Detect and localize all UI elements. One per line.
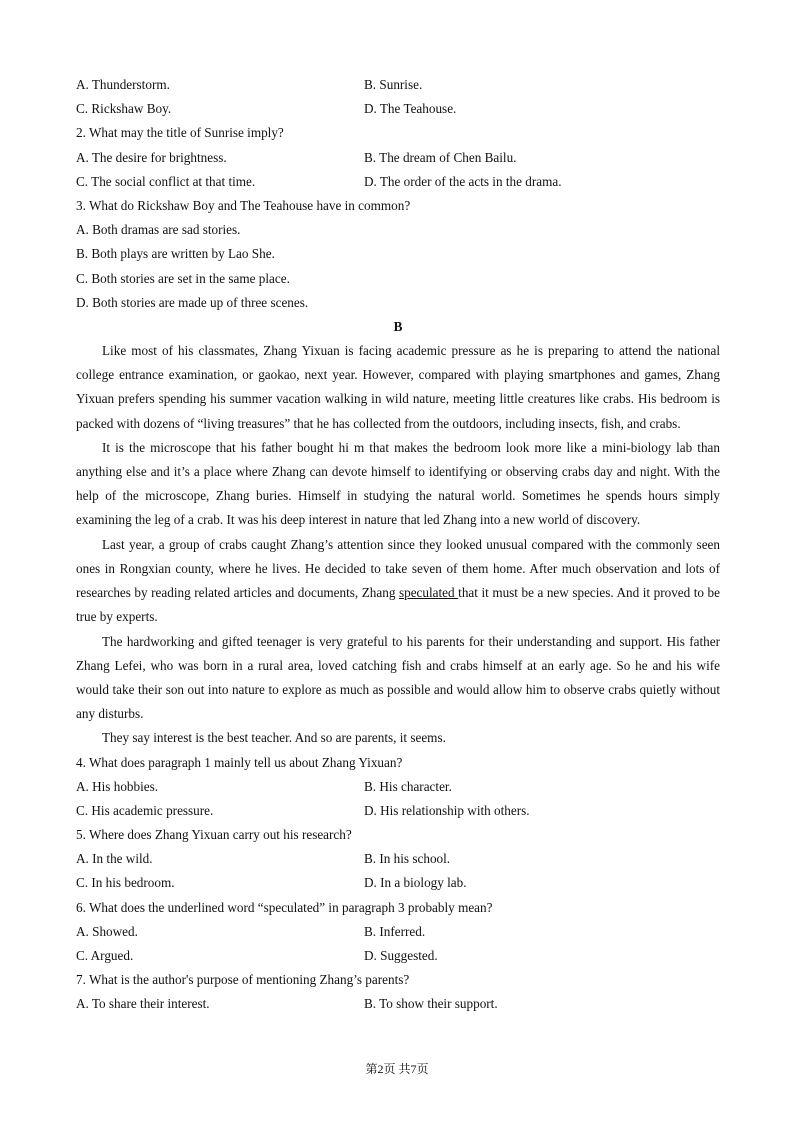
q2-stem: 2. What may the title of Sunrise imply? (76, 125, 284, 141)
q6-options-row-2 (76, 944, 720, 968)
q7-option-b: B. To show their support. (364, 996, 498, 1012)
q6-option-a: A. Showed. (76, 923, 138, 939)
q2-options-row-1 (76, 146, 720, 170)
q5-option-a: A. In the wild. (76, 851, 153, 867)
q4-option-a: A. His hobbies. (76, 778, 159, 794)
section-heading: B (393, 318, 403, 334)
passage-paragraph-1: Like most of his classmates, Zhang Yixuan is facing academic pressure as he is preparing to attend the national college entrance examination, or gaokao, next year. However, compared with playing smartphones and games, Zhang Yixuan prefers spending his summer vacation walking in wild nature, meeting little creatures like crabs. His bedroom is packed with dozens of “living treasures” that he has collected from the outdoors, including insects, fish, and crabs. (76, 343, 720, 431)
q2-option-d: D. The order of the acts in the drama. (364, 173, 562, 189)
q2-options-row-2 (76, 170, 720, 194)
q6-stem: 6. What does the underlined word “speculated” in paragraph 3 probably mean? (76, 899, 493, 915)
q5-option-d: D. In a biology lab. (364, 875, 467, 891)
paragraph-3-text-end: that it must be a new species. And it proved to be true by experts. (76, 585, 720, 625)
q1-options-row-2 (76, 97, 720, 121)
q1-option-c: C. Rickshaw Boy. (76, 101, 172, 117)
q7-option-a: A. To share their interest. (76, 996, 210, 1012)
q2-option-c: C. The social conflict at that time. (76, 173, 256, 189)
q1-options-row-1 (76, 73, 720, 97)
q6-option-c: C. Argued. (76, 948, 134, 964)
q7-options-row-1 (76, 992, 720, 1016)
q1-option-a: A. Thunderstorm. (76, 77, 170, 92)
q1-option-d: D. The Teahouse. (364, 101, 457, 117)
q3-option-a: A. Both dramas are sad stories. (76, 222, 241, 238)
q4-options-row-2 (76, 799, 720, 823)
passage-paragraph-2: It is the microscope that his father bought hi m that makes the bedroom look more like a mini-biology lab than anything else and it’s a place where Zhang can devote himself to identifying or observing crabs day and night. With the help of the microscope, Zhang buries. Himself in studying the natural world. Sometimes he spends hours simply examining the leg of a crab. It was his deep interest in nature that led Zhang into a new world of discovery. (76, 439, 720, 528)
q3-stem: 3. What do Rickshaw Boy and The Teahouse have in common? (76, 197, 411, 213)
q5-option-b: B. In his school. (364, 851, 451, 867)
q4-option-d: D. His relationship with others. (364, 802, 530, 818)
q3-option-c: C. Both stories are set in the same place. (76, 270, 290, 286)
q5-option-c: C. In his bedroom. (76, 875, 175, 891)
q2-option-b: B. The dream of Chen Bailu. (364, 149, 517, 165)
q4-stem: 4. What does paragraph 1 mainly tell us about Zhang Yixuan? (76, 754, 403, 770)
q4-option-b: B. His character. (364, 778, 452, 794)
q1-option-b: B. Sunrise. (364, 77, 423, 92)
q4-option-c: C. His academic pressure. (76, 802, 214, 818)
passage-paragraph-4: The hardworking and gifted teenager is very grateful to his parents for their understanding and support. His father Zhang Lefei, who was born in a rural area, loved catching fish and crabs himself at an early age. So he and his wife would take their son out into nature to explore as much as possible and would allow him to observe crabs quietly without any disturbs. (76, 633, 720, 722)
q5-stem: 5. Where does Zhang Yixuan carry out his research? (76, 827, 352, 843)
q3-option-d: D. Both stories are made up of three scenes. (76, 294, 309, 310)
passage-paragraph-3 (76, 533, 720, 630)
q3-option-b: B. Both plays are written by Lao She. (76, 246, 275, 262)
passage-paragraph-5: They say interest is the best teacher. And so are parents, it seems. (102, 730, 446, 746)
paragraph-3-text-start: Last year, a group of crabs caught Zhang’s attention since they looked unusual compared with the commonly seen ones in Rongxian county, where he lives. He decided to take seven of them home. After much observation and lots of researches by reading related articles and documents, Zhang (76, 536, 720, 601)
q5-options-row-2 (76, 871, 720, 895)
q2-option-a: A. The desire for brightness. (76, 149, 227, 165)
q7-stem: 7. What is the author's purpose of mentioning Zhang’s parents? (76, 972, 410, 988)
q6-option-d: D. Suggested. (364, 948, 438, 964)
underlined-word-speculated: speculated (398, 585, 459, 601)
q4-options-row-1 (76, 775, 720, 799)
q6-options-row-1 (76, 920, 720, 944)
q5-options-row-1 (76, 847, 720, 871)
q6-option-b: B. Inferred. (364, 923, 426, 939)
exam-page (76, 73, 720, 1017)
page-footer: 第2页 共7页 (365, 1062, 429, 1076)
